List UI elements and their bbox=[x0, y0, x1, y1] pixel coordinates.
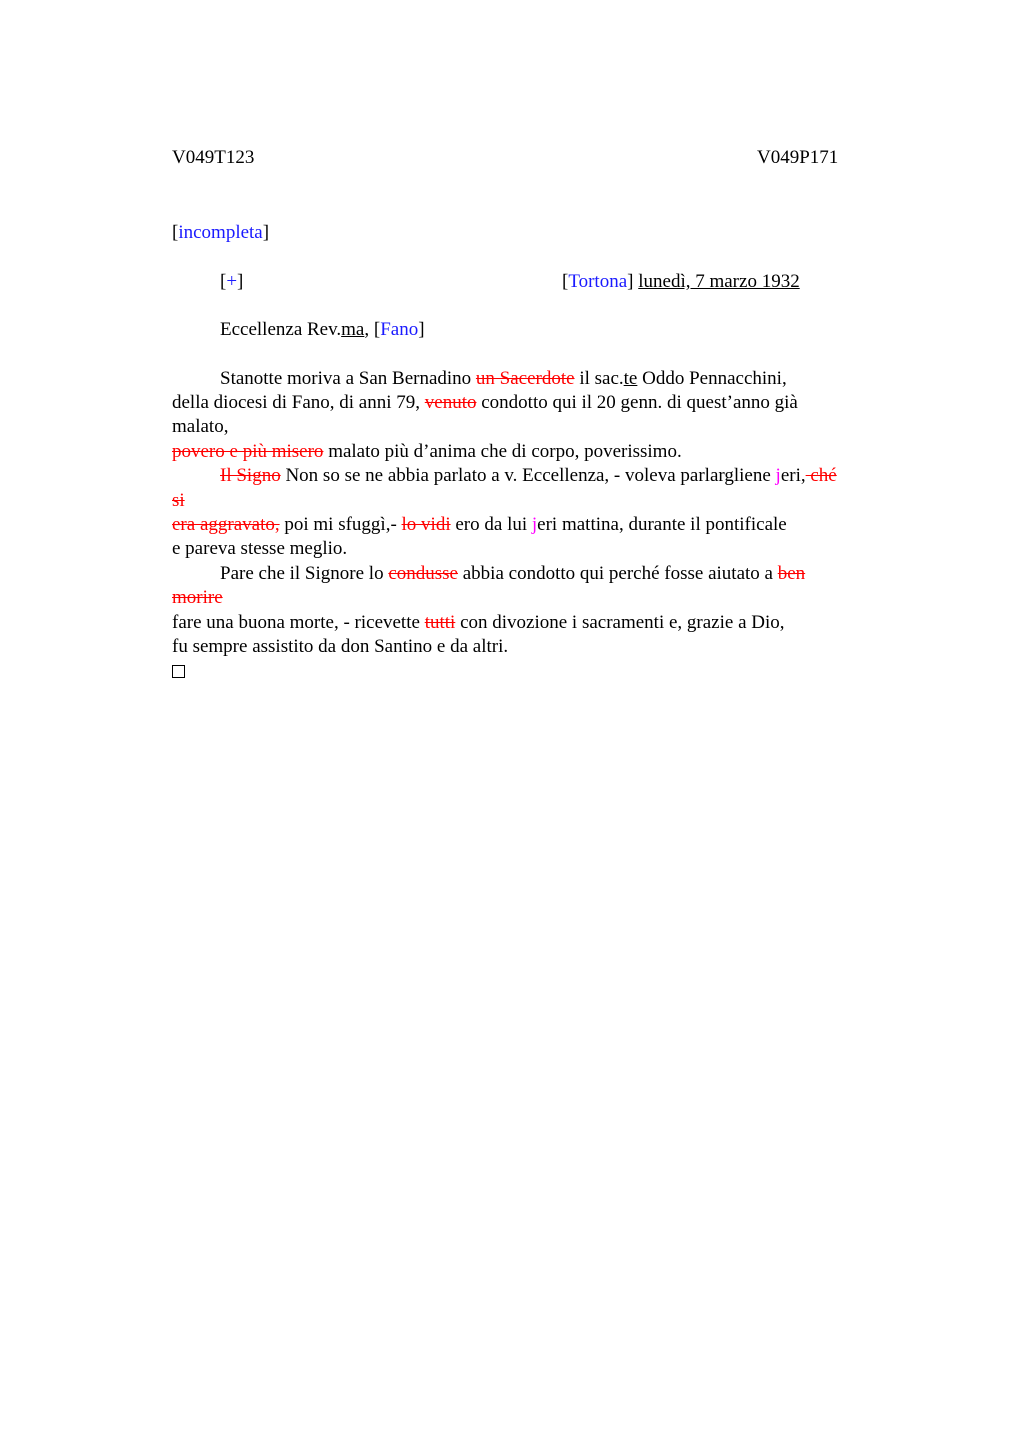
header-left-code: V049T123 bbox=[172, 147, 255, 168]
letter-date: lunedì, 7 marzo 1932 bbox=[638, 271, 800, 292]
body-line-2: della diocesi di Fano, di anni 79, venuto condotto qui il 20 genn. di quest’anno già bbox=[172, 392, 798, 413]
salutation: Eccellenza Rev.ma, [Fano] bbox=[220, 319, 425, 340]
body-line-10: morire bbox=[172, 587, 223, 608]
body-line-12: fu sempre assistito da don Santino e da altri. bbox=[172, 636, 509, 657]
body-line-8: e pareva stesse meglio. bbox=[172, 538, 348, 559]
status-label: [incompleta] bbox=[172, 222, 270, 243]
body-line-1: Stanotte moriva a San Bernadino un Sacerdote il sac.te Oddo Pennacchini, bbox=[220, 368, 787, 389]
body-line-7: era aggravato, poi mi sfuggì,- lo vidi ero da lui jeri mattina, durante il pontificale bbox=[172, 514, 787, 535]
body-line-5: Il Signo Non so se ne abbia parlato a v. Eccellenza, - voleva parlargliene jeri, ché bbox=[220, 465, 837, 486]
place-name: Tortona bbox=[568, 271, 628, 292]
cross-marker: [+] bbox=[220, 271, 244, 292]
body-line-3: malato, bbox=[172, 416, 229, 437]
recipient-name: Fano bbox=[380, 319, 419, 340]
letter-page bbox=[172, 0, 862, 1450]
body-line-4: povero e più misero malato più d’anima che di corpo, poverissimo. bbox=[172, 441, 682, 462]
body-line-6: si bbox=[172, 490, 185, 511]
body-line-11: fare una buona morte, - ricevette tutti con divozione i sacramenti e, grazie a Dio, bbox=[172, 612, 785, 633]
square-icon bbox=[172, 665, 185, 678]
end-marker bbox=[172, 659, 185, 683]
dateline: [Tortona] lunedì, 7 marzo 1932 bbox=[562, 271, 800, 292]
body-line-9: Pare che il Signore lo condusse abbia condotto qui perché fosse aiutato a ben bbox=[220, 563, 806, 584]
header-right-code: V049P171 bbox=[757, 147, 839, 168]
